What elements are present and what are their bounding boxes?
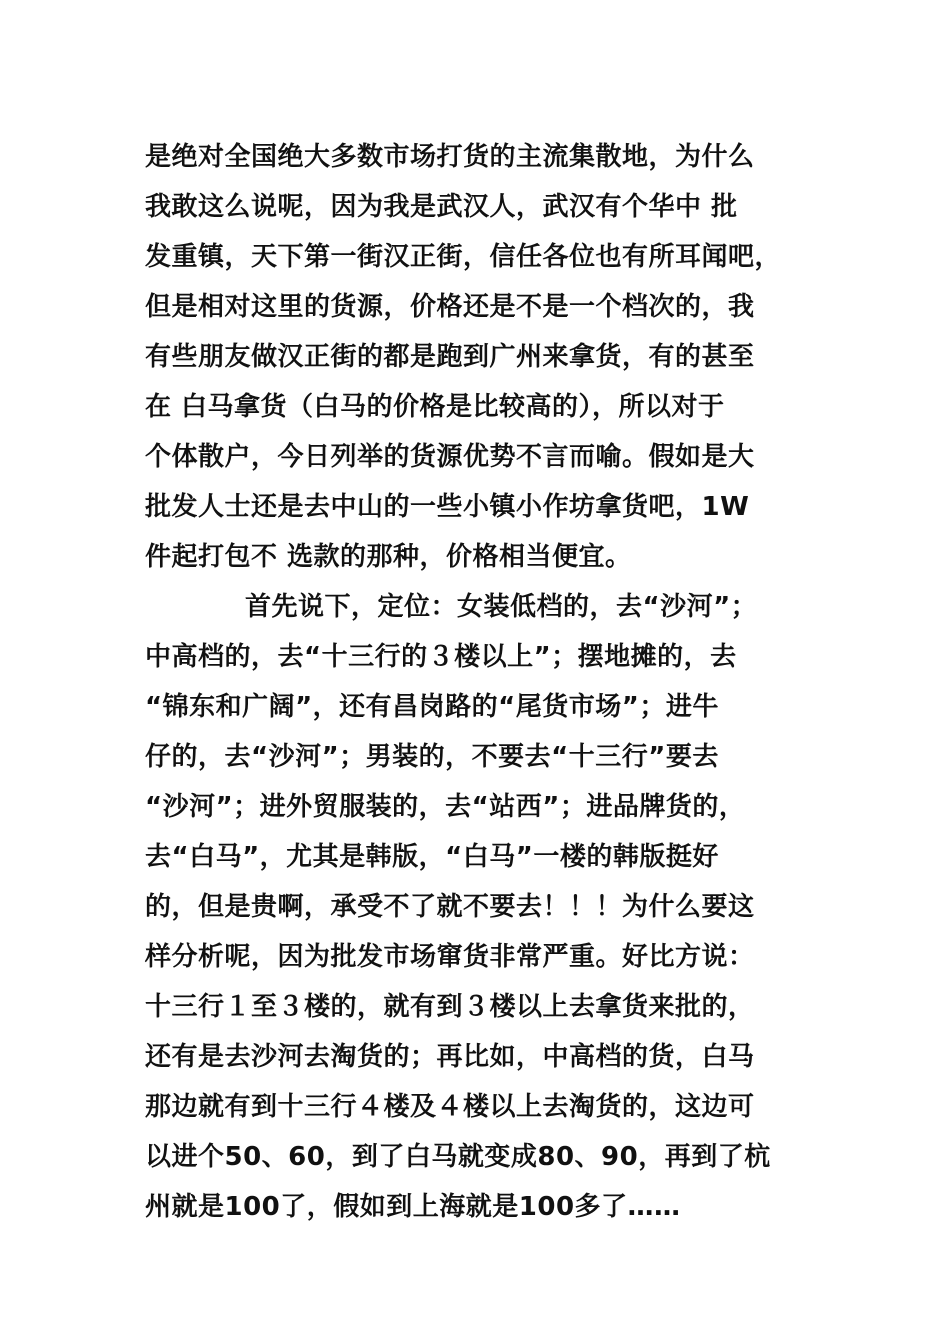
text-line: 批发人士还是去中山的一些小镇小作坊拿货吧，1W [145,492,750,522]
text-line: 件起打包不 选款的那种，价格相当便宜。 [145,542,632,572]
document-body [145,132,825,1232]
text-line: “沙河”；进外贸服装的，去“站西”；进品牌货的， [145,792,746,822]
text-line: 州就是100了，假如到上海就是100多了…… [145,1192,681,1222]
text-line: 发重镇，天下第一街汉正街，信任各位也有所耳闻吧， [145,242,782,272]
text-line: 那边就有到十三行４楼及４楼以上去淘货的，这边可 [145,1092,755,1122]
text-line-indented: 首先说下，定位：女装低档的，去“沙河”； [245,592,758,622]
text-line: 是绝对全国绝大多数市场打货的主流集散地，为什么 [145,142,755,172]
text-line: 还有是去沙河去淘货的；再比如，中高档的货，白马 [145,1042,755,1072]
text-line: 十三行１至３楼的，就有到３楼以上去拿货来批的， [145,992,755,1022]
paragraph-1 [145,132,825,582]
text-line: 样分析呢，因为批发市场窜货非常严重。好比方说： [145,942,755,972]
text-line: 在 白马拿货（白马的价格是比较高的），所以对于 [145,392,725,422]
text-line: “锦东和广阔”，还有昌岗路的“尾货市场”；进牛 [145,692,719,722]
text-line: 有些朋友做汉正街的都是跑到广州来拿货，有的甚至 [145,342,755,372]
text-line: 去“白马”，尤其是韩版，“白马”一楼的韩版挺好 [145,842,719,872]
text-line: 仔的，去“沙河”；男装的，不要去“十三行”要去 [145,742,719,772]
text-line: 中高档的，去“十三行的３楼以上”；摆地摊的，去 [145,642,737,672]
text-line: 的，但是贵啊，承受不了就不要去！！！为什么要这 [145,892,755,922]
text-line: 但是相对这里的货源，价格还是不是一个档次的，我 [145,292,755,322]
text-line: 以进个50、60，到了白马就变成80、90，再到了杭 [145,1142,771,1172]
text-line: 个体散户，今日列举的货源优势不言而喻。假如是大 [145,442,755,472]
paragraph-2 [145,582,825,1232]
text-line: 我敢这么说呢，因为我是武汉人，武汉有个华中 批 [145,192,738,222]
